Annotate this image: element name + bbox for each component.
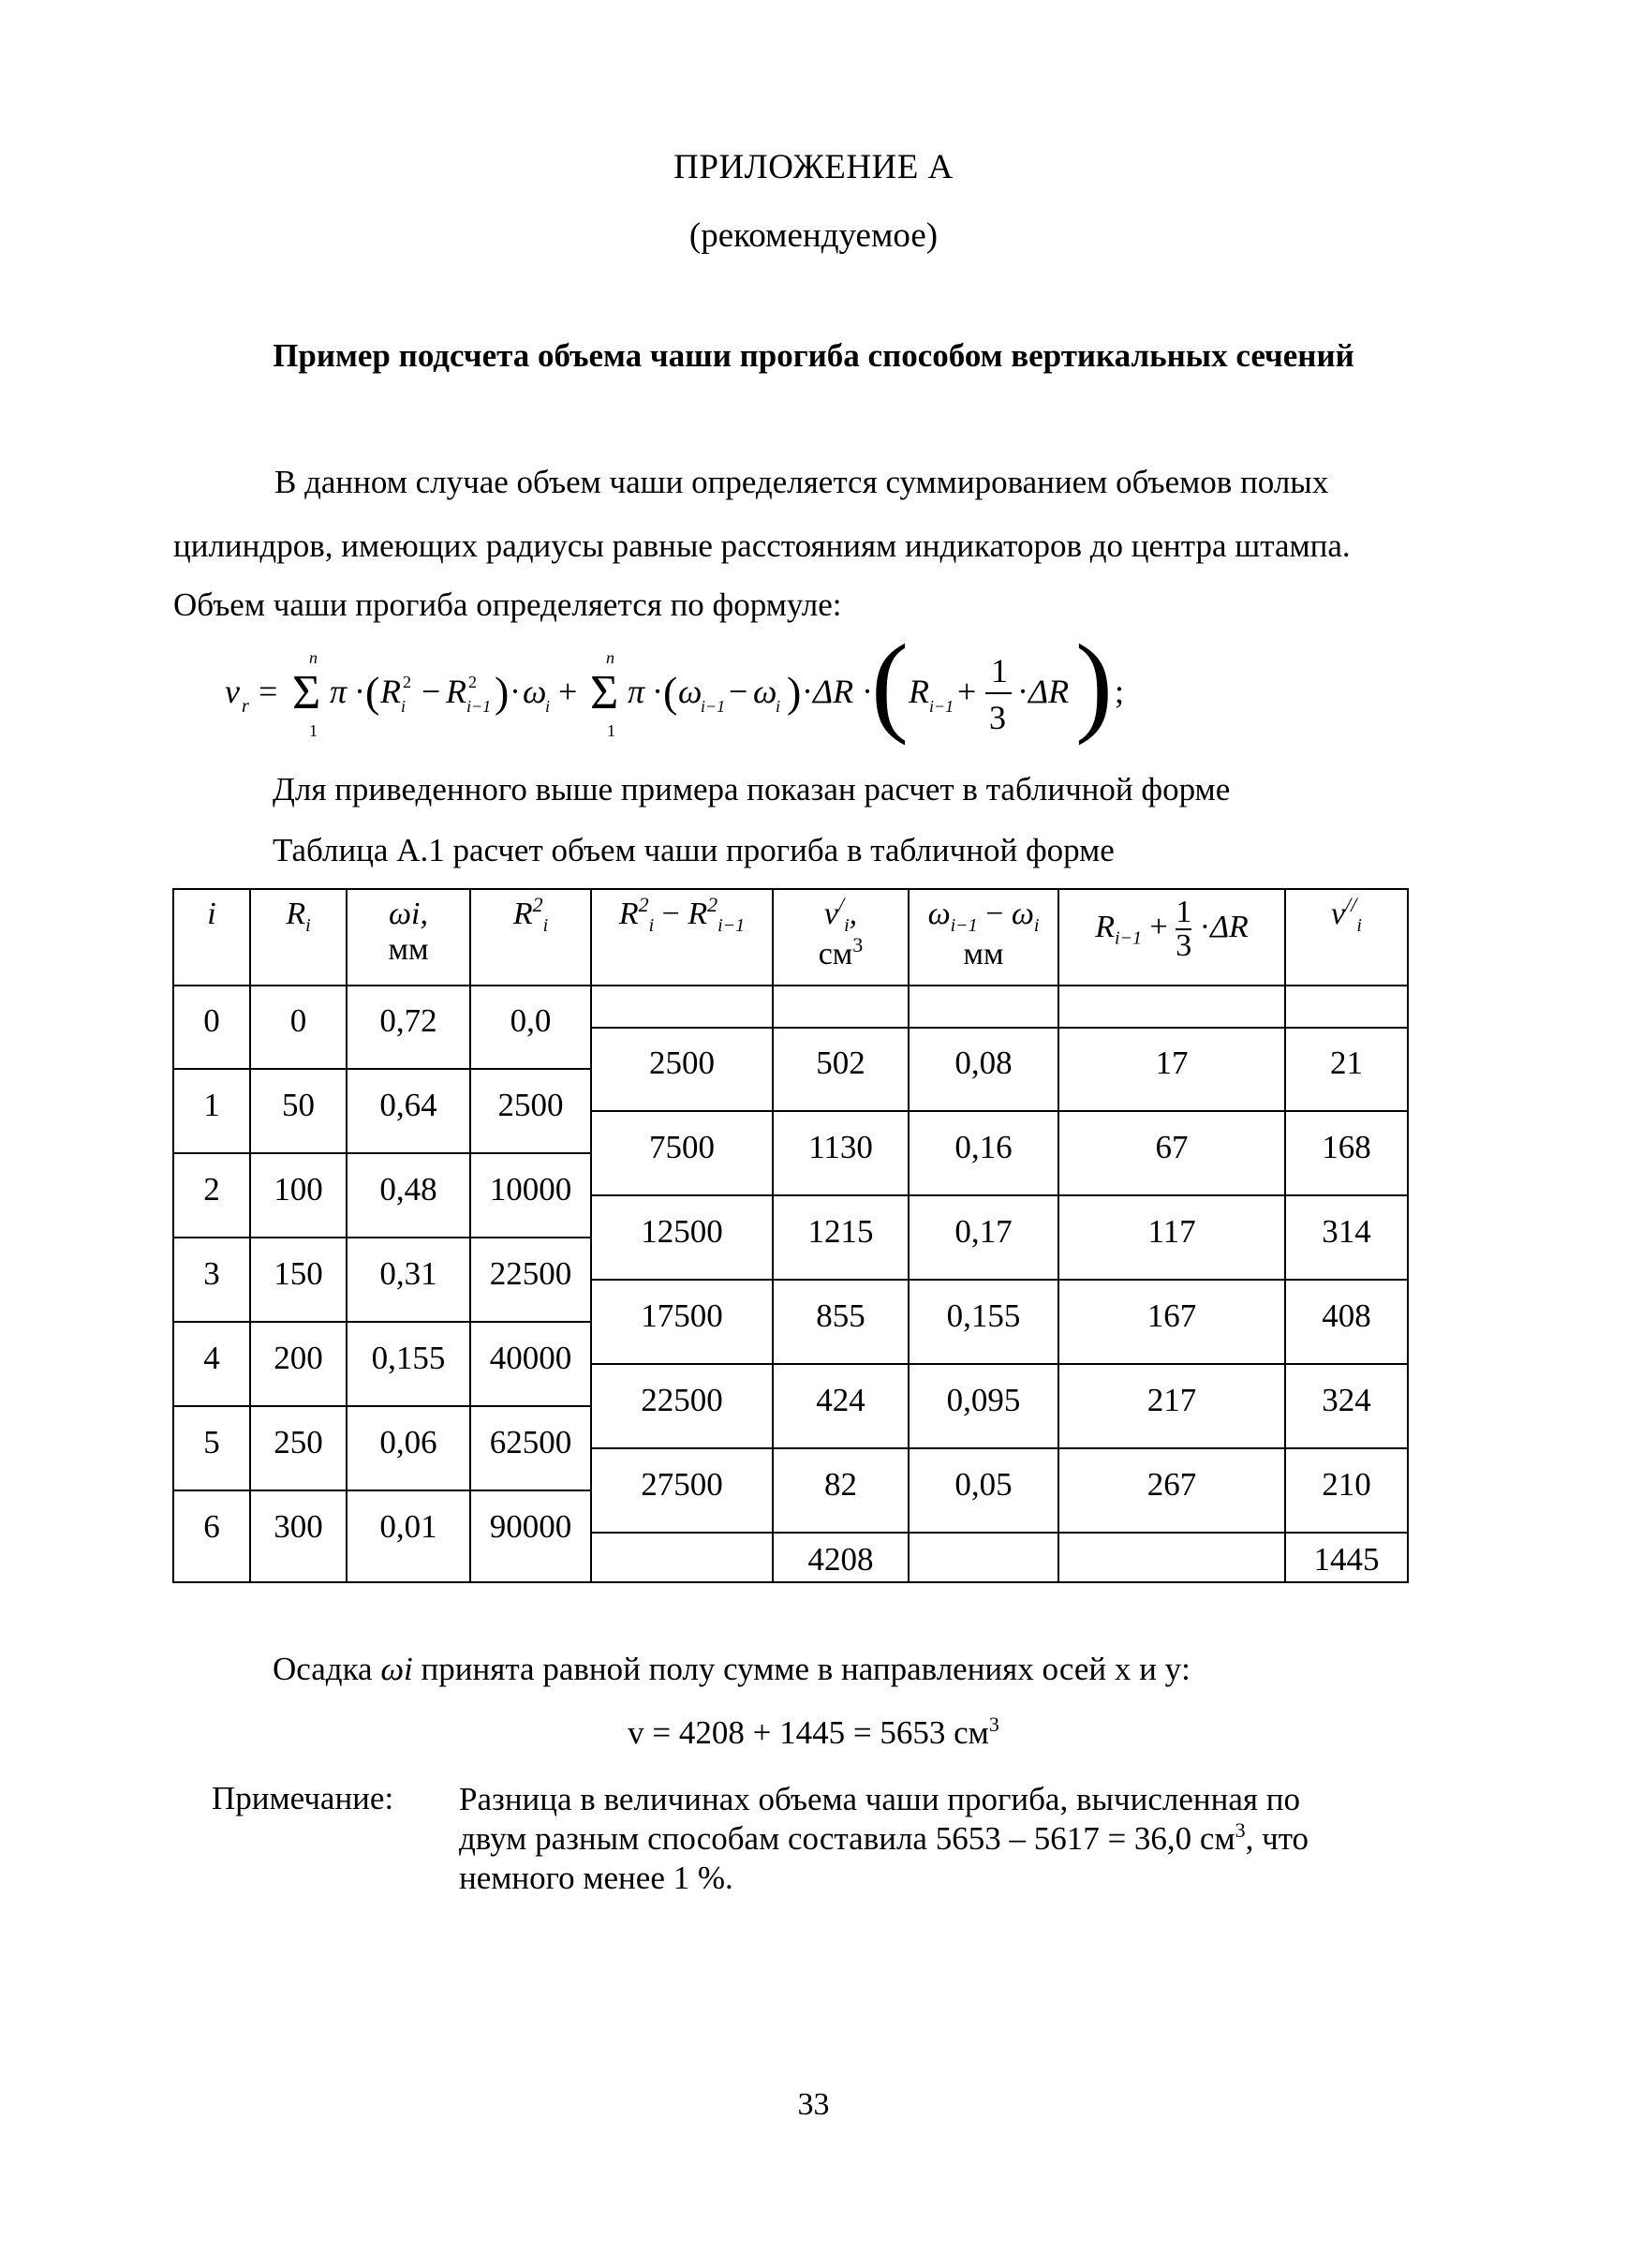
formula-paren-open-2: (: [663, 668, 678, 716]
table-cell-R2: 40000: [489, 1340, 572, 1376]
sum2-lower: 1: [607, 721, 615, 740]
table-cell-v1: 424: [816, 1382, 865, 1418]
formula-omega-1-sub: i: [545, 697, 551, 716]
formula-omega-2: ω: [678, 673, 703, 710]
formula-dot-2: ·: [510, 673, 521, 710]
paragraph-line-1: В данном случае объем чаши определяется суммированием объемов полых: [274, 464, 1329, 500]
table-cell-i: 2: [203, 1171, 220, 1208]
formula-R-2-exp: 2: [468, 673, 477, 691]
formula-lhs: v: [225, 673, 240, 710]
table-cell-rr: 67: [1155, 1129, 1189, 1165]
table-cell-diff: 17500: [641, 1297, 723, 1334]
table-cell-v1: 502: [816, 1045, 865, 1081]
table-cell-w: 0,64: [379, 1087, 437, 1123]
table-cell-w: 0,31: [379, 1255, 437, 1292]
table-cell-R: 100: [274, 1171, 323, 1208]
note-label: Примечание:: [212, 1780, 394, 1816]
table-cell-R2: 90000: [489, 1508, 572, 1545]
table-cell-R: 50: [282, 1087, 315, 1123]
table-cell-dw: 0,08: [954, 1045, 1013, 1081]
formula-deltaR-1: ΔR: [813, 673, 854, 710]
formula-lhs-sub: r: [242, 696, 249, 717]
formula-R-2-sub: i−1: [466, 697, 492, 716]
page-number: 33: [797, 2087, 830, 2122]
table-cell-diff: 27500: [641, 1466, 723, 1503]
table-cell-R2: 2500: [497, 1087, 564, 1123]
table-cell-v1: 855: [816, 1297, 865, 1334]
sum1-sigma: Σ: [292, 666, 321, 719]
formula-R-1-exp: 2: [403, 673, 411, 691]
appendix-title: ПРИЛОЖЕНИЕ А: [673, 148, 954, 186]
settlement-line: Осадка ωi принята равной полу сумме в направлениях осей x и y:: [273, 1651, 1191, 1687]
table-cell-i: 5: [203, 1424, 220, 1460]
table-cell-w: 0,01: [379, 1508, 437, 1545]
table-cell-diff: 12500: [641, 1213, 723, 1250]
formula-dot-6: ·: [1017, 673, 1028, 710]
formula-omega-2-sub: i−1: [701, 697, 726, 716]
note-text: Разница в величинах объема чаши прогиба, вычисленная по двум разным способам составила 5653 – 5617 = 36,0 $см^3$, что немного менее 1 %.: [459, 1781, 1309, 1896]
table-cell-R2: 0,0: [510, 1002, 552, 1039]
formula-paren-close-2: ): [787, 668, 802, 716]
volume-formula: [225, 621, 1255, 757]
formula-minus-2: −: [729, 673, 748, 710]
formula-R-1-sub: i: [401, 697, 407, 716]
section-heading: Пример подсчета объема чаши прогиба способом вертикальных сечений: [273, 337, 1354, 374]
table-cell-diff: 7500: [649, 1129, 715, 1165]
formula-bigparen-close: ): [1075, 621, 1113, 746]
sum2-upper: n: [606, 648, 614, 667]
formula-plus-2: +: [957, 673, 977, 710]
header-R2-diff: $R^2_i - R^2_{i-1}$: [618, 893, 746, 936]
formula-paren-close-1: ): [495, 668, 510, 716]
formula-equals: =: [259, 673, 278, 710]
formula-omega-3-sub: i: [776, 697, 781, 716]
formula-R-3-sub: i−1: [929, 697, 954, 716]
formula-paren-open-1: (: [365, 668, 380, 716]
header-omega-diff: $\omega_{i-1} - \omega_i$ мм: [927, 897, 1040, 971]
formula-R-2: R: [446, 673, 466, 710]
example-line: Для приведенного выше примера показан расчет в табличной форме: [273, 771, 1231, 808]
calc-table: [173, 889, 1410, 1584]
table-cell-v2: 314: [1322, 1213, 1371, 1250]
table-cell-w: 0,72: [379, 1002, 437, 1039]
table-cell-dw: 0,05: [954, 1466, 1013, 1503]
table-cell-rr: 17: [1155, 1045, 1189, 1081]
formula-frac-den: 3: [989, 699, 1006, 736]
sum1-lower: 1: [309, 721, 318, 740]
formula-end: ;: [1115, 673, 1125, 710]
paragraph-line-3: Объем чаши прогиба определяется по формуле:: [173, 586, 842, 623]
table-cell-rr: 117: [1147, 1213, 1196, 1250]
table-cell-R2: 22500: [489, 1255, 572, 1292]
paragraph-line-2: цилиндров, имеющих радиусы равные расстояниям индикаторов до центра штампа.: [173, 527, 1351, 564]
table-cell-R2: 62500: [489, 1424, 572, 1460]
table-cell-diff: 2500: [649, 1045, 715, 1081]
total-v1: 4208: [807, 1541, 874, 1578]
table-cell-dw: 0,155: [946, 1297, 1021, 1334]
table-cell-i: 0: [203, 1002, 220, 1039]
table-cell-i: 4: [203, 1340, 220, 1376]
table-cell-R: 300: [274, 1508, 323, 1545]
table-cell-i: 3: [203, 1255, 220, 1292]
table-cell-dw: 0,16: [954, 1129, 1013, 1165]
table-cell-rr: 167: [1146, 1297, 1197, 1334]
header-R-plus: $R_{i-1}$ + $\frac{1}{3}$ ·ΔR: [1095, 895, 1249, 963]
table-cell-v2: 408: [1322, 1297, 1371, 1334]
formula-bigparen-open: (: [871, 621, 909, 746]
sum1-upper: n: [309, 648, 318, 667]
table-cell-v2: 168: [1322, 1129, 1371, 1165]
table-cell-R: 250: [274, 1424, 323, 1460]
header-v2: $v^{//}_i$: [1331, 893, 1362, 936]
table-cell-w: 0,48: [379, 1171, 437, 1208]
table-cell-w: 0,06: [379, 1424, 437, 1460]
table-cell-v1: 1130: [808, 1129, 873, 1165]
appendix-subtitle: (рекомендуемое): [688, 216, 939, 255]
formula-dot-4: ·: [802, 673, 813, 710]
formula-dot-1: ·: [354, 673, 365, 710]
formula-omega-3: ω: [753, 673, 777, 710]
table-cell-dw: 0,17: [954, 1213, 1013, 1250]
formula-pi-2: π: [628, 673, 645, 710]
formula-frac-num: 1: [991, 652, 1008, 689]
formula-dot-5: ·: [862, 673, 873, 710]
sum-formula: v = 4208 + 1445 = 5653 $см^3$: [628, 1712, 999, 1751]
header-omega: ωi, мм: [388, 897, 429, 967]
table-cell-v2: 324: [1322, 1382, 1371, 1418]
table-cell-rr: 217: [1146, 1382, 1197, 1418]
header-R: $R_i$: [286, 897, 311, 936]
header-i: i: [207, 897, 216, 931]
formula-R-3: R: [909, 673, 929, 710]
table-cell-v1: 1215: [807, 1213, 874, 1250]
table-cell-R2: 10000: [489, 1171, 572, 1208]
table-cell-w: 0,155: [371, 1340, 446, 1376]
table-cell-i: 6: [203, 1508, 220, 1545]
table-cell-v1: 82: [824, 1466, 857, 1503]
table-cell-v2: 21: [1330, 1045, 1363, 1081]
table-cell-dw: 0,095: [946, 1382, 1021, 1418]
formula-deltaR-2: ΔR: [1028, 673, 1070, 710]
table-cell-rr: 267: [1146, 1466, 1197, 1503]
formula-dot-3: ·: [652, 673, 663, 710]
total-v2: 1445: [1313, 1541, 1380, 1578]
table-caption: Таблица А.1 расчет объем чаши прогиба в табличной форме: [273, 832, 1115, 868]
formula-R-1: R: [380, 673, 401, 710]
table-cell-diff: 22500: [641, 1382, 723, 1418]
sum2-sigma: Σ: [590, 666, 619, 719]
formula-plus-1: +: [558, 673, 578, 710]
formula-minus-1: −: [422, 673, 441, 710]
header-v1: $v^/_i$, $см^3$: [818, 893, 864, 971]
table-cell-R: 200: [274, 1340, 323, 1376]
table-cell-R: 150: [274, 1255, 323, 1292]
header-R2: $R^2_i$: [512, 893, 549, 936]
formula-omega-1: ω: [523, 673, 547, 710]
table-cell-i: 1: [203, 1087, 220, 1123]
table-cell-R: 0: [289, 1002, 307, 1039]
formula-pi-1: π: [330, 673, 348, 710]
table-cell-v2: 210: [1322, 1466, 1371, 1503]
